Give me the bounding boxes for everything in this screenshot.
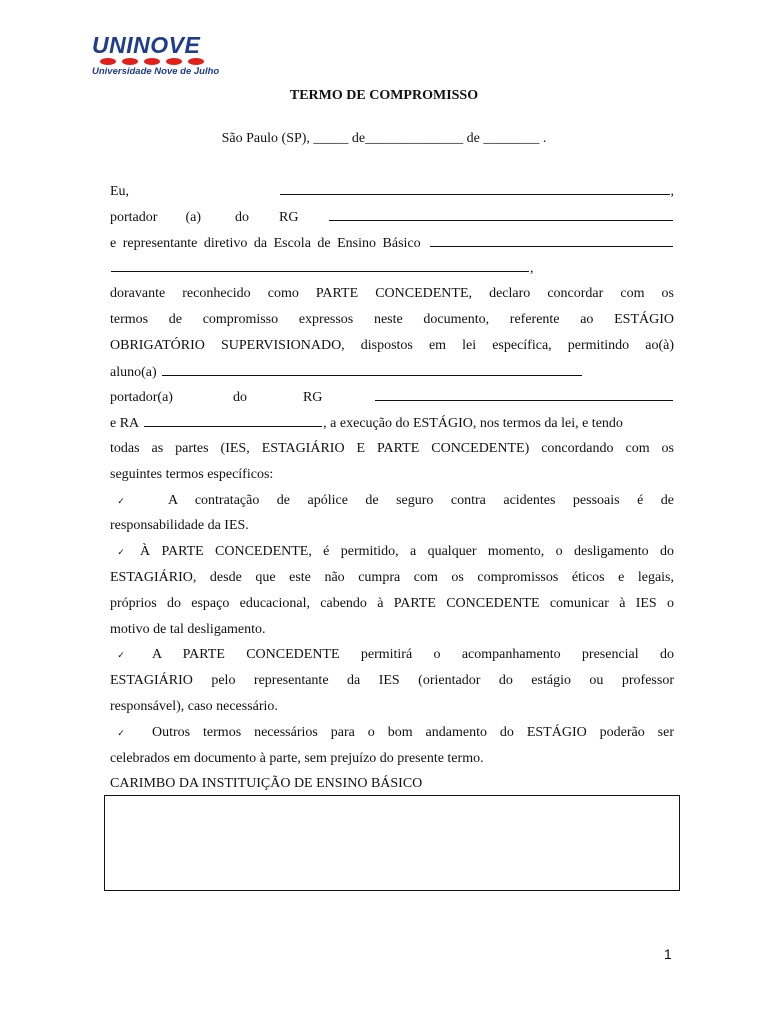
ra-label: e RA: [110, 416, 140, 432]
term-line: Outros termos necessários para o bom andamento do ESTÁGIO poderão ser: [152, 724, 674, 740]
eu-label: Eu,: [110, 184, 130, 199]
check-icon: ✓: [117, 495, 125, 506]
portador2-rg: RG: [302, 390, 323, 406]
paragraph-line: termos de compromisso expressos neste documento, referente ao ESTÁGIO: [110, 311, 674, 327]
page-number: 1: [664, 946, 672, 962]
uninove-logo: [92, 34, 232, 77]
portador-word: portador: [110, 209, 158, 225]
rg-line: [110, 204, 674, 230]
term-line: responsabilidade da IES.: [110, 518, 249, 534]
eu-line: Eu, ,: [110, 178, 674, 204]
ra-rest: , a execução do ESTÁGIO, nos termos da lei, e tendo: [323, 416, 623, 432]
portador-do: do: [234, 209, 249, 225]
check-icon: ✓: [117, 547, 125, 558]
aluno-field[interactable]: [162, 359, 582, 376]
term-line: A contratação de apólice de seguro contra acidentes pessoais é de: [168, 492, 674, 508]
logo-dots: [100, 58, 232, 65]
name-field[interactable]: [280, 178, 669, 195]
representante-line: [110, 230, 674, 256]
term-line: A PARTE CONCEDENTE permitirá o acompanhamento presencial do: [152, 647, 674, 663]
term-item-2: [110, 539, 674, 565]
term-line: ESTAGIÁRIO pelo representante da IES (orientador do estágio ou professor: [110, 673, 674, 689]
ra-line: [110, 410, 674, 436]
document-title: TERMO DE COMPROMISSO: [289, 88, 479, 103]
term-line: À PARTE CONCEDENTE, é permitido, a qualquer momento, o desligamento do: [140, 544, 674, 560]
date-line: São Paulo (SP), _____ de______________ de ________ .: [221, 131, 547, 146]
escola-field[interactable]: [430, 230, 673, 247]
paragraph-line: doravante reconhecido como PARTE CONCEDENTE, declaro concordar com os: [110, 286, 674, 302]
term-line: ESTAGIÁRIO, desde que este não cumpra com os compromissos éticos e legais,: [110, 569, 674, 585]
check-icon: ✓: [117, 650, 125, 661]
term-item-3: [110, 642, 674, 668]
logo-subtitle: Universidade Nove de Julho: [92, 66, 220, 77]
portador-a: (a): [185, 209, 201, 225]
logo-wordmark: UNINOVE: [92, 32, 201, 58]
term-line: celebrados em documento à parte, sem prejuízo do presente termo.: [110, 750, 484, 766]
portador-rg: RG: [278, 209, 299, 225]
portador2-do: do: [232, 390, 247, 406]
rg-field[interactable]: [329, 204, 673, 221]
rg-line-2: [110, 384, 674, 410]
rg-field-2[interactable]: [375, 384, 673, 401]
aluno-label: aluno(a): [110, 364, 157, 380]
term-line: motivo de tal desligamento.: [110, 621, 266, 637]
stamp-box[interactable]: [104, 795, 680, 891]
ra-field[interactable]: [144, 410, 322, 427]
paragraph-line: todas as partes (IES, ESTAGIÁRIO E PARTE CONCEDENTE) concordando com os: [110, 440, 674, 456]
stamp-label: CARIMBO DA INSTITUIÇÃO DE ENSINO BÁSICO: [110, 776, 423, 792]
escola-line-2: ,: [110, 255, 674, 281]
paragraph-line: seguintes termos específicos:: [110, 466, 274, 482]
escola-field-2[interactable]: [111, 255, 529, 272]
term-line: responsável), caso necessário.: [110, 698, 278, 714]
document-body: [110, 178, 674, 797]
aluno-line: [110, 359, 674, 385]
term-item-4: [110, 720, 674, 746]
term-item-1: [110, 488, 674, 514]
representante-text: e representante diretivo da Escola de Ensino Básico: [110, 235, 421, 251]
paragraph-line: OBRIGATÓRIO SUPERVISIONADO, dispostos em lei específica, permitindo ao(à): [110, 337, 674, 353]
term-line: próprios do espaço educacional, cabendo à PARTE CONCEDENTE comunicar à IES o: [110, 595, 674, 611]
check-icon: ✓: [117, 727, 125, 738]
portador2-word: portador(a): [110, 390, 173, 406]
